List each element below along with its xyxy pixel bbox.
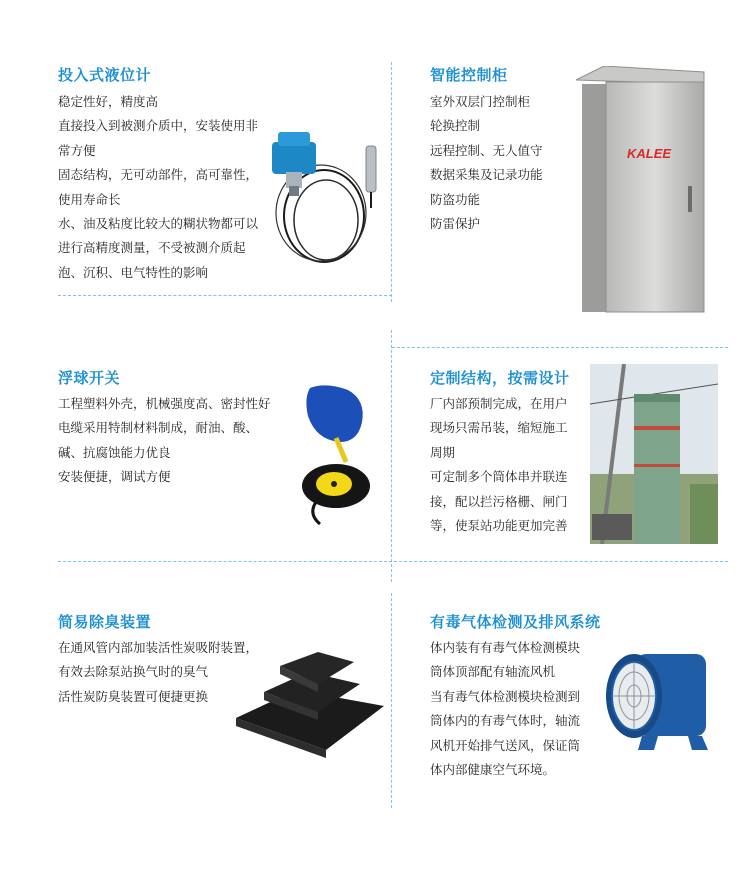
text-line: 在通风管内部加装活性炭吸附装置， [58,640,259,655]
text-line: 体内装有有毒气体检测模块 [430,640,581,655]
text-line: 周期 [430,444,456,460]
text-line: 电缆采用特制材料制成，耐油、酸、 [58,420,259,436]
section-text-level-gauge [58,90,258,285]
section-text-deodorizer [58,636,258,709]
text-line: 活性炭防臭装置可便捷更换 [58,688,209,704]
section-title-custom-structure: 定制结构，按需设计 [430,369,570,387]
text-line: 水、油及粘度比较大的糊状物都可以 [58,215,259,231]
section-text-control-cabinet [430,90,543,236]
text-line: 体内部健康空气环境。 [430,761,556,777]
text-line: 直接投入到被测介质中，安装使用非 [58,118,259,134]
text-line: 室外双层门控制柜 [430,94,531,109]
section-title-float-switch: 浮球开关 [58,369,121,387]
vertical-divider-bottom [391,593,392,808]
level-gauge-image [266,128,386,278]
section-text-float-switch [58,392,271,490]
cabinet-logo: KALEE [627,146,672,161]
text-line: 风机开始排气送风，保证筒 [430,737,581,753]
text-line: 现场只需吊装，缩短施工 [430,420,568,436]
section-title-control-cabinet: 智能控制柜 [430,66,508,84]
text-line: 筒体顶部配有轴流风机 [430,664,556,680]
section-title-deodorizer: 简易除臭装置 [58,613,152,631]
float-switch-image [296,382,382,528]
text-line: 等，使泵站功能更加完善 [430,517,568,533]
section-title-level-gauge: 投入式液位计 [58,66,152,84]
axial-fan-image [598,648,722,752]
section-title-gas-detection: 有毒气体检测及排风系统 [430,613,601,631]
horizontal-divider-1-right [392,347,728,348]
section-text-custom-structure [430,392,568,538]
text-line: 碱、抗腐蚀能力优良 [58,444,171,460]
text-line: 工程塑料外壳，机械强度高、密封性好 [58,396,271,411]
text-line: 使用寿命长 [58,191,121,207]
pump-station-photo [590,364,718,544]
text-line: 固态结构，无可动部件，高可靠性， [58,167,259,183]
text-line: 接，配以拦污格栅、闸门 [430,493,568,509]
vertical-divider-mid [391,330,392,582]
text-line: 当有毒气体检测模块检测到 [430,688,581,704]
text-line: 远程控制、无人值守 [430,142,543,158]
text-line: 有效去除泵站换气时的臭气 [58,664,209,680]
text-line: 进行高精度测量，不受被测介质起 [58,240,246,256]
text-line: 安装便捷，调试方便 [58,469,171,485]
text-line: 泡、沉积、电气特性的影响 [58,264,209,280]
horizontal-divider-2 [58,561,728,562]
activated-carbon-image [236,640,384,758]
text-line: 厂内部预制完成，在用户 [430,396,568,411]
text-line: 防雷保护 [430,215,481,231]
text-line: 可定制多个筒体串并联连 [430,469,568,485]
text-line: 常方便 [58,142,96,158]
text-line: 防盗功能 [430,191,481,207]
vertical-divider-top [391,62,392,302]
section-text-gas-detection [430,636,580,782]
text-line: 数据采集及记录功能 [430,167,543,183]
text-line: 筒体内的有毒气体时，轴流 [430,713,581,729]
control-cabinet-image [572,66,708,314]
text-line: 轮换控制 [430,118,481,134]
horizontal-divider-1-left [58,295,392,296]
text-line: 稳定性好，精度高 [58,94,159,109]
